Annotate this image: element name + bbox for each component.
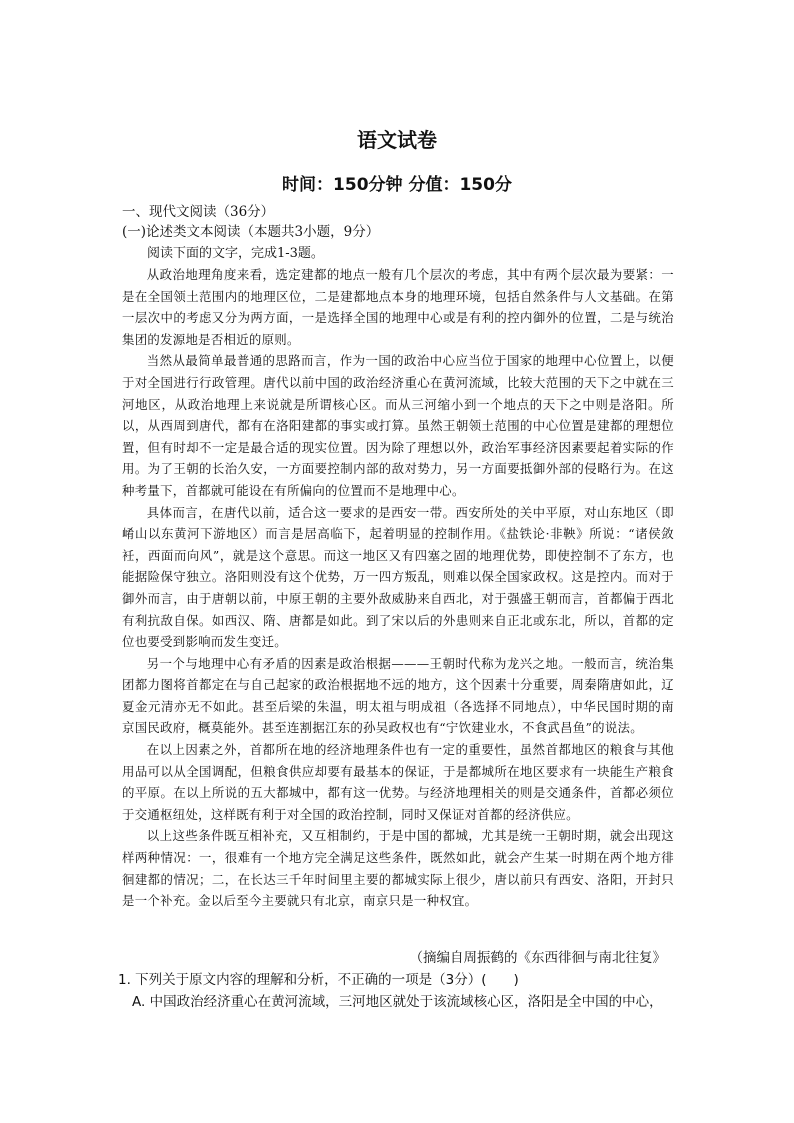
passage-paragraph: 在以上因素之外，首都所在地的经济地理条件也有一定的重要性，虽然首都地区的粮食与其他用品可以从全国调配，但粮食供应却要有最基本的保证，于是都城所在地区要求有一块能生产粮食的平原。在以上所说的五大都城中，都有这一优势。与经济地理相关的则是交通条件，首都必须位于交通枢纽处，这样既有利于对全国的政治控制，同时又保证对首都的经济供应。 (122, 742, 674, 822)
question-stem: 1. 下列关于原文内容的理解和分析，不正确的一项是（3分）( ) (118, 972, 519, 988)
passage-paragraph: 另一个与地理中心有矛盾的因素是政治根据———王朝时代称为龙兴之地。一般而言，统治集团都力图将首都定在与自己起家的政治根据地不远的地方，这个因素十分重要，周秦隋唐如此，辽夏金元清亦无不如此。甚至后梁的朱温，明太祖与明成祖（各选择不同地点），中华民国时期的南京国民政府，概莫能外。甚至连割据江东的孙吴政权也有“宁饮建业水，不食武昌鱼”的说法。 (122, 655, 674, 736)
passage-paragraph: 当然从最简单最普通的思路而言，作为一国的政治中心应当位于国家的地理中心位置上，以便于对全国进行行政管理。唐代以前中国的政治经济重心在黄河流域，比较大范围的天下之中就在三河地区，从政治地理上来说就是所谓核心区。而从三河缩小到一个地点的天下之中则是洛阳。所以，从西周到唐代，都有在洛阳建都的事实或打算。虽然王朝领土范围的中心位置是建都的理想位置，但有时却不一定是最合适的现实位置。因为除了理想以外，政治军事经济因素要起着实际的作用。为了王朝的长治久安，一方面要控制内部的敌对势力，另一方面要抵御外部的侵略行为。在这种考量下，首都就可能设在有所偏向的位置而不是地理中心。 (122, 353, 674, 498)
passage-paragraph: 从政治地理角度来看，选定建都的地点一般有几个层次的考虑，其中有两个层次最为要紧：一是在全国领土范围内的地理区位，二是建都地点本身的地理环境，包括自然条件与人文基础。在第一层次中的考虑又分为两方面，一是选择全国的地理中心或是有利的控内御外的位置，二是与统治集团的发源地是否相近的原则。 (122, 267, 674, 347)
section-subheading: (一)论述类文本阅读（本题共3小题，9分） (122, 224, 380, 240)
section-heading: 一、现代文阅读（36分） (122, 204, 275, 220)
passage-paragraph: 以上这些条件既互相补充，又互相制约，于是中国的都城，尤其是统一王朝时期，就会出现这样两种情况：一，很难有一个地方完全满足这些条件，既然如此，就会产生某一时期在两个地方徘徊建都的情况；二，在长达三千年时间里主要的都城实际上很少，唐以前只有西安、洛阳，开封只是一个补充。金以后至今主要就只有北京，南京只是一种权宜。 (122, 828, 674, 909)
reading-passage (122, 264, 674, 912)
reading-instruction: 阅读下面的文字，完成1-3题。 (147, 246, 324, 261)
question-option-a: A. 中国政治经济重心在黄河流域，三河地区就处于该流域核心区，洛阳是全中国的中心， (132, 994, 663, 1010)
exam-title: 语文试卷 (357, 128, 437, 152)
passage-paragraph: 具体而言，在唐代以前，适合这一要求的是西安一带。西安所处的关中平原，对山东地区（即崤山以东黄河下游地区）而言是居高临下，起着明显的控制作用。《盐铁论·非鞅》所说：“诸侯敛衽，西面而向风”，就是这个意思。而这一地区又有四塞之固的地理优势，即使控制不了东方，也能据险保守独立。洛阳则没有这个优势，万一四方叛乱，则难以保全国家政权。这是控内。而对于御外而言，由于唐朝以前，中原王朝的主要外敌威胁来自西北，对于强盛王朝而言，首都偏于西北有利抗敌自保。如西汉、隋、唐都是如此。到了宋以后的外患则来自正北或东北，所以，首都的定位也要受到影响而发生变迁。 (122, 504, 674, 650)
passage-source: （摘编自周振鹤的《东西徘徊与南北往复》 (409, 950, 666, 966)
exam-subtitle: 时间：150分钟 分值：150分 (282, 175, 512, 195)
